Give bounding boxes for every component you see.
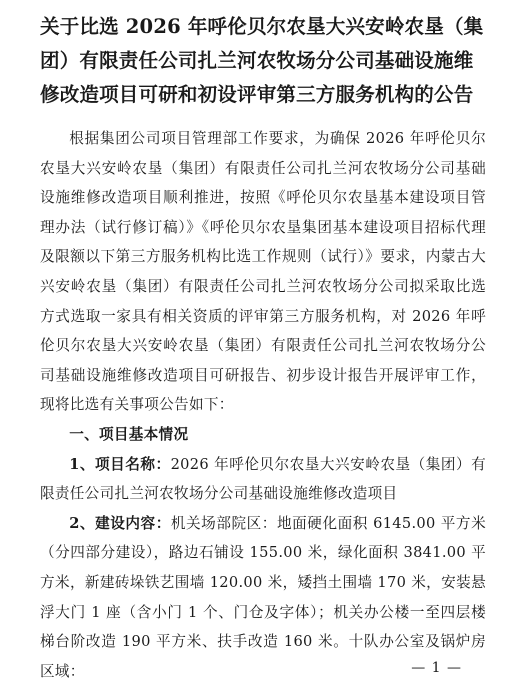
page-number: — 1 — [411,660,462,676]
title-line-3: 修改造项目可研和初设评审第三方服务机构的公告 [40,83,474,106]
item-construction-content-label: 2、建设内容： [69,514,171,532]
item-project-name-label: 1、项目名称： [69,455,171,473]
item-project-name [40,450,486,509]
title-line-2: 团）有限责任公司扎兰河农牧场分公司基础设施维 [40,49,474,72]
document-title [40,10,486,112]
title-line-1: 关于比选 2026 年呼伦贝尔农垦大兴安岭农垦（集 [40,15,484,38]
item-project-name-value: 2026 年呼伦贝尔农垦大兴安岭农垦（集团）有限责任公司扎兰河农牧场分公司基础设施维修改造项目 [40,455,486,503]
document-body [40,124,486,686]
intro-paragraph: 根据集团公司项目管理部工作要求，为确保 2026 年呼伦贝尔农垦大兴安岭农垦（集团）有限责任公司扎兰河农牧场分公司基础设施维修改造项目顺利推进，按照《呼伦贝尔农垦基本建设项目管理办法（试行修订稿）》《呼伦贝尔农垦集团基本建设项目招标代理及限额以下第三方服务机构比选工作规则（试行）》要求，内蒙古大兴安岭农垦（集团）有限责任公司扎兰河农牧场分公司拟采取比选方式选取一家具有相关资质的评审第三方服务机构，对 2026 年呼伦贝尔农垦大兴安岭农垦（集团）有限责任公司扎兰河农牧场分公司基础设施维修改造项目可研报告、初步设计报告开展评审工作，现将比选有关事项公告如下： [40,130,486,414]
item-construction-content-value: 机关场部院区：地面硬化面积 6145.00 平方米（分四部分建设），路边石铺设 155.00 米，绿化面积 3841.00 平方米，新建砖垛铁艺围墙 120.00 米，矮挡土围墙 170 米，安装悬浮大门 1 座（含小门 1 个、门仓及字体）；机关办公楼一至四层楼梯台阶改造 190 平方米、扶手改造 160 米。十队办公室及锅炉房区域： [40,514,486,680]
section-heading-project-info: 一、项目基本情况 [69,425,189,443]
